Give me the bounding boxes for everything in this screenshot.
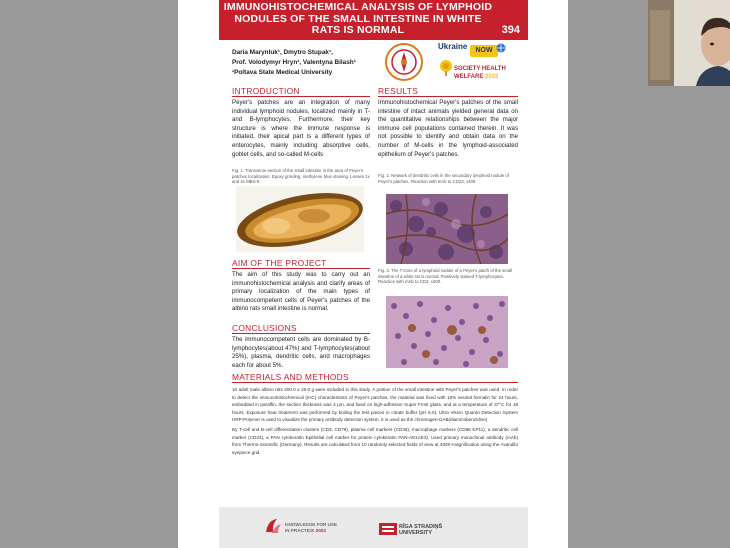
divider	[232, 333, 370, 334]
footer-right-text	[399, 524, 442, 536]
logo-line-3: WELFARE	[454, 74, 484, 80]
methods-text	[232, 386, 518, 458]
affiliation: ¹Poltava State Medical University	[232, 69, 333, 76]
divider	[232, 96, 370, 97]
knowledge-logo-icon	[263, 516, 283, 536]
logo-now-badge: NOW	[470, 45, 498, 57]
fig1-caption: Fig. 1. Transverse section of the small intestine in the area of Peyer's patches localization. Epoxy grinding, methylene blue staining. Lenses 1x and 2x MBS-9	[232, 168, 370, 185]
methods-paragraph-2: By T-cell and B-cell differentiation clusters (CD3, CD79), plasma cell markers (CD38), macrophage markers (CD68 KP11), a dendritic cell marker (CD23), a PAN cytokeratin Epithelial cell marker for protein cytokeratin PAN-AE1AE3). Used primary monoclonal antibody (mAb) from Thermo-Scientific (Germany). Results are calculated from 10 randomly selected fields of view at 400X-magnification using the Avandilo eyepiece grid.	[232, 426, 518, 455]
introduction-heading: INTRODUCTION	[232, 86, 300, 96]
footer-right-line-1: RĪGA STRADIŅŠ	[399, 524, 443, 530]
footer-left-year: 2023	[315, 528, 326, 533]
fig2-micrograph	[386, 194, 508, 264]
webcam-video-thumbnail[interactable]	[648, 0, 730, 86]
methods-heading: MATERIALS AND METHODS	[232, 372, 349, 382]
poster-title: IMMUNOHISTOCHEMICAL ANALYSIS OF LYMPHOID NODULES OF THE SMALL INTESTINE IN WHITE RATS IS NORMAL	[223, 1, 493, 36]
footer-left-line-2: IN PRACTICE	[285, 528, 315, 533]
fig3-caption: Fig. 3. The T-zone of a lymphoid nodule of a Peyer's patch of the small intestine of a white rat is normal. Positively stained T-lymphocytes. Reaction with mAb to CD3, x400.	[378, 268, 513, 285]
logo-line-2: SOCIETY HEALTH	[454, 66, 506, 72]
fig3-micrograph	[386, 296, 508, 368]
ukraine-now-logo	[436, 42, 508, 84]
methods-paragraph-1: 10 adult male albino rats 200.0 ± 20.0 g were included in this study. A portion of the small intestine with Peyer's patches was used. In order to detect the immunohistochemical (IHC) characteristics of Peyer's patches, the material was fixed with 10% neutral formalin for 24 hours, embedded in paraffin, the section thickness was 4 μm, and fixed on high-adhesion Super Frost glass, and at a temperature of 37°C for 18 hours. Exposure heat treatment was performed by boiling the test pieces in citrate buffer (pH 6.0). Ultra Vision Quanto Detection System HRP-Polymer is used to visualize the primary antibody detection system. It is used as the chromogen-DAB(diaminobenzidine).	[232, 387, 518, 423]
results-heading: RESULTS	[378, 86, 419, 96]
logo-year: 2023	[485, 74, 499, 80]
logo-ukraine-text: Ukraine	[438, 42, 468, 51]
conclusions-text: The immunocompetent cells are dominated by B-lymphocytes(about 47%) and T-lymphocytes(about 25%), plasma, dendritic cells, and macrophages each for about 5%.	[232, 336, 370, 369]
footer-left-text	[285, 522, 337, 534]
aim-text: The aim of this study was to carry out an immunohistochemical analysis and clarify areas of primary localization of the main types of immunocompetent cells of Peyer's patches of the albino rats small intestine is normal.	[232, 271, 370, 313]
rsu-logo-icon	[379, 523, 397, 535]
authors-block	[232, 48, 356, 78]
presenter-video-icon	[648, 0, 730, 86]
poster-number: 394	[501, 24, 520, 36]
title-banner	[219, 0, 528, 40]
authors-line-1: Daria Marynluk¹, Dmytro Stupak¹,	[232, 49, 333, 56]
introduction-text: Peyer's patches are an integration of many individual lymphoid nodules, localized mainly in T-and B-lymphocytes. Furthermore, their key structure is where the immune response is initiated, their apical part is a different types of enterocytes, mainly including absorptive cells, goblet cells, and so-called M-cells	[232, 99, 370, 158]
results-text: Immunohistochemical Peyer's patches of the small intestine of intact animals yielded general data on the quantitative relationships between the major immune cell populations contained therein. It was not possible to identify and obtain data on the number of M-cells in the lymphoid-associated epithelium of Peyer's patches.	[378, 99, 518, 158]
sun-flower-icon	[438, 58, 454, 76]
aim-heading: AIM OF THE PROJECT	[232, 258, 327, 268]
divider	[378, 96, 518, 97]
globe-icon	[496, 43, 506, 53]
footer-right-line-2: UNIVERSITY	[399, 530, 433, 536]
fig2-caption: Fig. 2. Network of dendritic cells in the secondary lymphoid nodule of Peyer's patches. Reaction with mAb to CD23, x400.	[378, 173, 509, 184]
fig1-micrograph	[236, 186, 364, 252]
divider	[232, 382, 518, 383]
footer-left-line-1: KNOWLEDGE FOR USE	[285, 522, 338, 527]
university-seal-icon	[384, 42, 424, 82]
divider	[232, 268, 370, 269]
poster	[178, 0, 568, 548]
poster-footer	[219, 507, 528, 548]
conclusions-heading: CONCLUSIONS	[232, 323, 297, 333]
authors-line-2: Prof. Volodymyr Hryn¹, Valentyna Bilash¹	[232, 59, 356, 66]
